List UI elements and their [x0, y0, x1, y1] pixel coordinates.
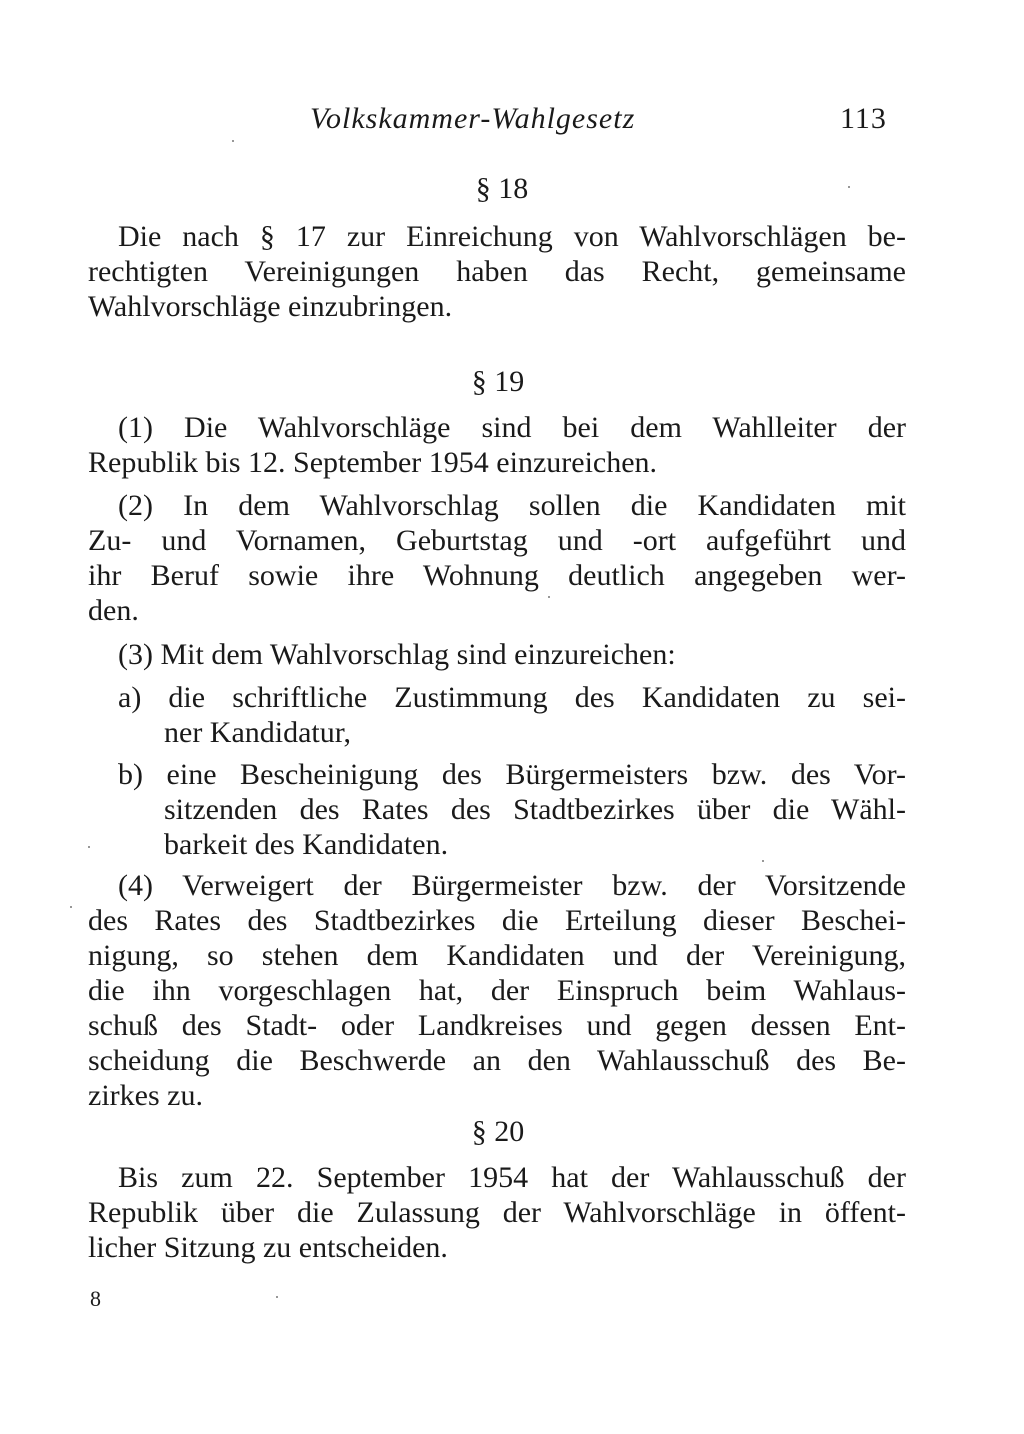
text-line: zirkes zu. [88, 1079, 203, 1112]
text-line: (1) Die Wahlvorschläge sind bei dem Wahlleiter der [118, 411, 906, 444]
scan-speck [70, 906, 72, 908]
section-18-text [88, 219, 906, 324]
text-line: barkeit des Kandidaten. [164, 828, 449, 861]
text-line: (4) Verweigert der Bürgermeister bzw. der Vorsitzende [118, 869, 906, 902]
section-20-heading: § 20 [471, 1115, 525, 1148]
section-19-item-a [88, 680, 906, 750]
text-line: des Rates des Stadtbezirkes die Erteilung dieser Beschei- [88, 904, 906, 937]
scan-speck [548, 596, 550, 598]
scan-speck [88, 846, 90, 848]
text-line: den. [88, 594, 139, 627]
section-19-item-b [88, 757, 906, 862]
text-line: sitzenden des Rates des Stadtbezirkes über die Wähl- [164, 793, 906, 826]
text-line: Wahlvorschläge einzubringen. [88, 290, 453, 323]
section-19-paragraph-3 [88, 637, 906, 672]
text-line: rechtigten Vereinigungen haben das Recht, gemeinsame [88, 255, 906, 288]
section-19-paragraph-1 [88, 410, 906, 480]
scan-speck [232, 140, 234, 142]
text-line: schuß des Stadt- oder Landkreises und gegen dessen Ent- [88, 1009, 906, 1042]
scan-speck [762, 860, 764, 862]
text-line: Republik über die Zulassung der Wahlvorschläge in öffent- [88, 1196, 906, 1229]
text-line: b) eine Bescheinigung des Bürgermeisters bzw. des Vor- [118, 758, 906, 791]
page-number: 113 [840, 102, 887, 135]
text-line: ner Kandidatur, [164, 716, 352, 749]
signature-mark: 8 [90, 1286, 101, 1311]
text-line: Republik bis 12. September 1954 einzureichen. [88, 446, 658, 479]
text-line: a) die schriftliche Zustimmung des Kandidaten zu sei- [118, 681, 906, 714]
section-19-paragraph-4 [88, 868, 906, 1113]
text-line: ihr Beruf sowie ihre Wohnung deutlich angegeben wer- [88, 559, 906, 592]
text-line: die ihn vorgeschlagen hat, der Einspruch beim Wahlaus- [88, 974, 906, 1007]
section-20-text [88, 1160, 906, 1265]
text-line: Die nach § 17 zur Einreichung von Wahlvorschlägen be- [118, 220, 906, 253]
text-line: Zu- und Vornamen, Geburtstag und -ort aufgeführt und [88, 524, 906, 557]
text-line: Bis zum 22. September 1954 hat der Wahlausschuß der [118, 1161, 906, 1194]
text-line: licher Sitzung zu entscheiden. [88, 1231, 448, 1264]
text-line: (2) In dem Wahlvorschlag sollen die Kandidaten mit [118, 489, 906, 522]
text-line: scheidung die Beschwerde an den Wahlausschuß des Be- [88, 1044, 906, 1077]
text-line: nigung, so stehen dem Kandidaten und der Vereinigung, [88, 939, 906, 972]
section-18-heading: § 18 [475, 172, 529, 205]
text-line: (3) Mit dem Wahlvorschlag sind einzureichen: [118, 638, 676, 671]
scan-speck [848, 186, 850, 188]
section-19-paragraph-2 [88, 488, 906, 628]
scan-speck [276, 1296, 278, 1298]
running-title: Volkskammer-Wahlgesetz [310, 102, 636, 135]
section-19-heading: § 19 [471, 365, 525, 398]
